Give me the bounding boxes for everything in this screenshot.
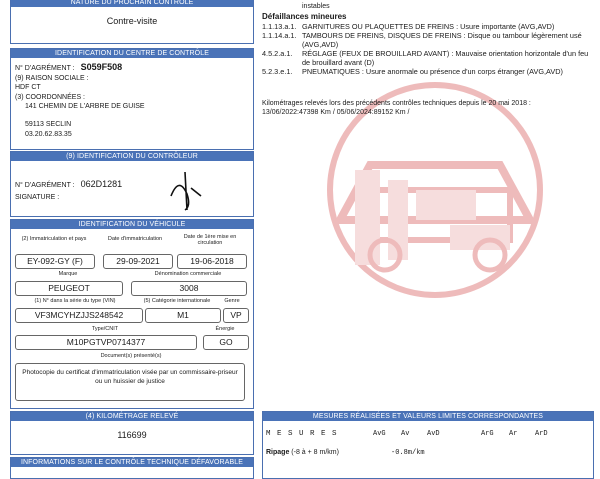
signature-label: SIGNATURE :: [15, 194, 60, 201]
defects-title: Défaillances mineures: [262, 12, 347, 21]
measure-row: [266, 449, 339, 456]
vin-field: VF3MCYHZJJS248542: [15, 308, 143, 323]
reg-date-label: Date d'immatriculation: [107, 236, 163, 242]
brand-field: PEUGEOT: [15, 281, 123, 296]
defect-text: TAMBOURS DE FREINS, DISQUES DE FREINS : Disque ou tambour légèrement usé (AVG,AVD): [302, 31, 582, 49]
section-header: IDENTIFICATION DU VÉHICULE: [11, 220, 253, 229]
mileage-history: Kilométrages relevés lors des précédents contrôles techniques depuis le 20 mai 2018 : 13/06/2022:47398 Km / 05/06/2024:89152 Km /: [262, 100, 531, 116]
docs-field: [15, 363, 245, 401]
agreement-label: N° D'AGRÉMENT :: [15, 65, 75, 72]
section-header: IDENTIFICATION DU CENTRE DE CONTRÔLE: [11, 49, 253, 58]
category-label: (5) Catégorie internationale: [143, 298, 211, 304]
defect-text: RÉGLAGE (FEUX DE BROUILLARD AVANT) : Mauvaise orientation horizontale d'un feu de brouillard avant (D): [302, 49, 589, 67]
col-avd: AvD: [427, 430, 440, 438]
vin-label: (1) N° dans la série du type (VIN): [34, 298, 116, 304]
defect-code: 4.5.2.a.1.: [262, 49, 293, 58]
defect-code: 1.1.13.a.1.: [262, 22, 297, 31]
reg-date-field: 29-09-2021: [103, 254, 173, 269]
controller-agreement-label: N° D'AGRÉMENT :: [15, 182, 75, 189]
genre-field: VP: [223, 308, 249, 323]
section-header: INFORMATIONS SUR LE CONTRÔLE TECHNIQUE DÉFAVORABLE: [11, 458, 253, 467]
reg-label: (2) Immatriculation et pays: [21, 236, 87, 242]
defect-item: [262, 22, 590, 31]
energy-field: GO: [203, 335, 249, 350]
agreement-value: S059F508: [80, 62, 123, 72]
mileage-section: [10, 411, 254, 455]
defect-code: 5.2.3.e.1.: [262, 67, 293, 76]
info-section: [10, 457, 254, 479]
defect-item: [262, 67, 590, 76]
controller-section: [10, 151, 254, 217]
defect-item: [262, 49, 590, 67]
company-label: (9) RAISON SOCIALE :: [15, 75, 89, 82]
next-visit-value: Contre-visite: [106, 16, 158, 26]
col-ard: ArD: [535, 430, 548, 438]
section-header: (9) IDENTIFICATION DU CONTRÔLEUR: [11, 152, 253, 161]
model-field: 3008: [131, 281, 247, 296]
address-line2: 59113 SECLIN: [25, 121, 72, 128]
defects-top-cut: instables: [302, 3, 330, 10]
energy-label: Énergie: [215, 326, 235, 332]
reg-field: EY-092-GY (F): [15, 254, 95, 269]
measure-label: Ripage: [266, 449, 290, 456]
measure-value: -0.8m/km: [391, 449, 425, 457]
col-ar: Ar: [509, 430, 518, 438]
mileage-value: 116699: [117, 430, 147, 440]
col-av: Av: [401, 430, 410, 438]
type-field: M10PGTVP0714377: [15, 335, 197, 350]
type-label: Type/CNIT: [91, 326, 119, 332]
docs-label: Document(s) présenté(s): [100, 353, 162, 359]
defect-text: PNEUMATIQUES : Usure anormale ou présence d'un corps étranger (AVG,AVD): [302, 67, 563, 76]
section-header: NATURE DU PROCHAIN CONTRÔLE: [11, 0, 253, 7]
defect-text: GARNITURES OU PLAQUETTES DE FREINS : Usure importante (AVG,AVD): [302, 22, 555, 31]
company-value: HDF CT: [15, 84, 41, 91]
measures-section: [262, 411, 594, 479]
defect-item: [262, 31, 590, 49]
address-line1: 141 CHEMIN DE L'ARBRE DE GUISE: [25, 103, 145, 110]
centre-section: [10, 48, 254, 150]
genre-label: Genre: [224, 298, 240, 304]
defects-list: [262, 22, 590, 76]
col-arg: ArG: [481, 430, 494, 438]
col-avg: AvG: [373, 430, 386, 438]
section-header: MESURES RÉALISÉES ET VALEURS LIMITES CORRESPONDANTES: [263, 412, 593, 421]
next-visit-section: [10, 0, 254, 44]
section-header: (4) KILOMÉTRAGE RELEVÉ: [11, 412, 253, 421]
brand-label: Marque: [58, 271, 78, 277]
docs-value: Photocopie du certificat d'immatriculation visée par un commissaire-priseur ou un huissier de justice: [22, 369, 238, 385]
phone-value: 03.20.62.83.35: [25, 131, 72, 138]
vehicle-section: [10, 219, 254, 409]
category-field: M1: [145, 308, 221, 323]
first-date-field: 19-06-2018: [177, 254, 247, 269]
defect-code: 1.1.14.a.1.: [262, 31, 297, 40]
model-label: Dénomination commerciale: [154, 271, 222, 277]
first-date-label: Date de 1ère mise en circulation: [183, 234, 237, 246]
signature-mark: [161, 166, 211, 212]
controller-agreement-value: 062D1281: [80, 179, 123, 189]
measure-range: (-8 à + 8 m/km): [291, 449, 339, 456]
measures-col-title: M E S U R E S: [266, 430, 338, 438]
address-label: (3) COORDONNÉES :: [15, 94, 86, 101]
